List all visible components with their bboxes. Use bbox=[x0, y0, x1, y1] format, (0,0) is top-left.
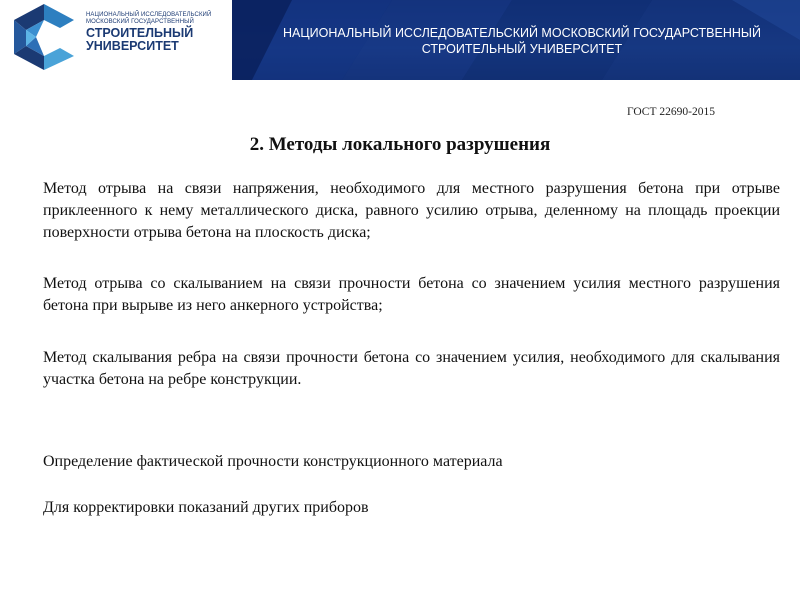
logo-name-line1: СТРОИТЕЛЬНЫЙ bbox=[86, 26, 194, 40]
logo-c-mark-icon bbox=[12, 2, 76, 72]
university-logo bbox=[0, 0, 240, 84]
header-title: НАЦИОНАЛЬНЫЙ ИССЛЕДОВАТЕЛЬСКИЙ МОСКОВСКИЙ ГОСУДАРСТВЕННЫЙ СТРОИТЕЛЬНЫЙ УНИВЕРСИТЕТ bbox=[283, 26, 761, 56]
paragraph-actual-strength: Определение фактической прочности конструкционного материала bbox=[43, 453, 503, 470]
header-band bbox=[232, 0, 800, 80]
logo-subtitle: НАЦИОНАЛЬНЫЙ ИССЛЕДОВАТЕЛЬСКИЙ МОСКОВСКИЙ ГОСУДАРСТВЕННЫЙ bbox=[86, 12, 212, 25]
paragraph-pull-off-with-shear-method: Метод отрыва со скалыванием на связи прочности бетона со значением усилия местного разрушения бетона при вырыве из него анкерного устройства; bbox=[43, 275, 780, 314]
logo-name bbox=[86, 27, 236, 53]
logo-name-line2: УНИВЕРСИТЕТ bbox=[86, 39, 179, 53]
paragraph-rib-shear-method: Метод скалывания ребра на связи прочности бетона со значением усилия, необходимого для скалывания участка бетона на ребре конструкции. bbox=[43, 349, 780, 388]
section-title: 2. Методы локального разрушения bbox=[249, 134, 551, 155]
standard-reference: ГОСТ 22690-2015 bbox=[627, 106, 715, 118]
paragraph-pull-off-method: Метод отрыва на связи напряжения, необходимого для местного разрушения бетона при отрыве приклеенного к нему металлического диска, равного усилию отрыва, деленному на площадь проекции поверхности отрыва бетона на плоскость диска; bbox=[43, 180, 780, 241]
paragraph-calibration: Для корректировки показаний других приборов bbox=[43, 499, 369, 516]
